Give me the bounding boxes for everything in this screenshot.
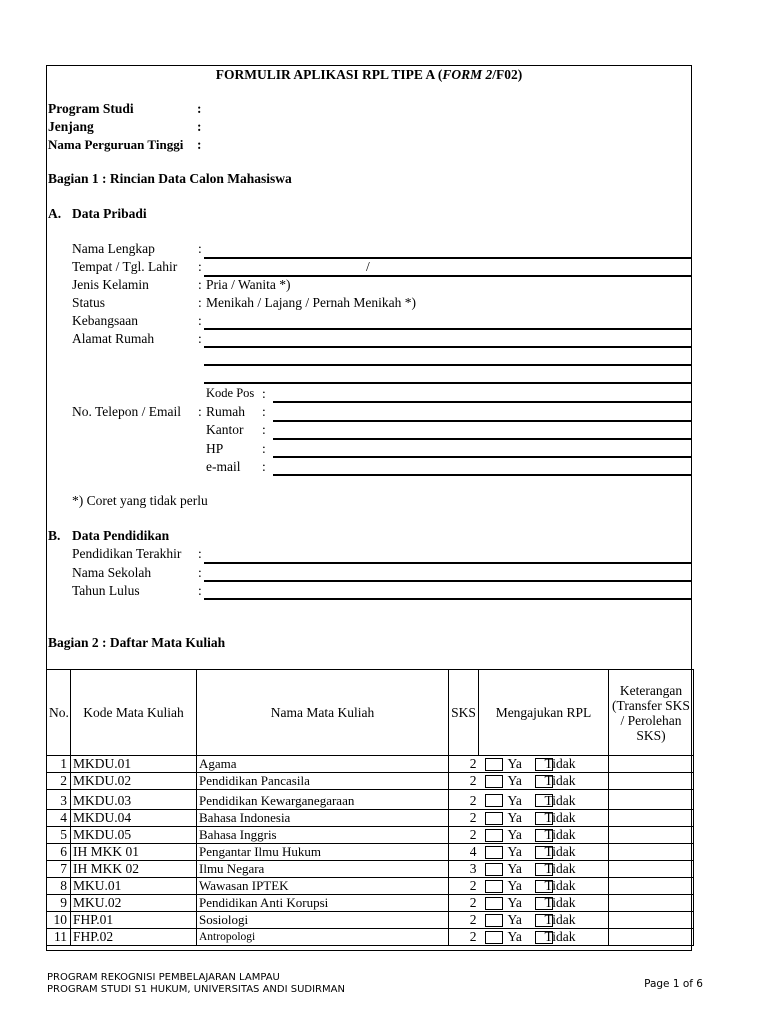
ya-label: Ya	[507, 773, 522, 788]
tahun-lulus-field[interactable]	[204, 598, 691, 600]
kebangsaan-field[interactable]	[204, 328, 691, 330]
header-no: No.	[47, 670, 71, 756]
row-kode: MKU.02	[71, 895, 197, 912]
row-keterangan[interactable]	[609, 878, 694, 895]
row-no: 7	[47, 861, 71, 878]
rumah-colon: :	[262, 404, 266, 419]
tidak-label: Tidak	[544, 827, 576, 842]
nama-lengkap-colon: :	[198, 241, 202, 256]
row-keterangan[interactable]	[609, 912, 694, 929]
form-title: FORMULIR APLIKASI RPL TIPE A (FORM 2/F02)	[215, 67, 523, 82]
row-kode: MKDU.03	[71, 790, 197, 810]
row-nama: Agama	[197, 756, 449, 773]
header-kode: Kode Mata Kuliah	[71, 670, 197, 756]
email-label: e-mail	[206, 459, 241, 474]
row-no: 2	[47, 773, 71, 790]
tidak-label: Tidak	[544, 773, 576, 788]
row-keterangan[interactable]	[609, 810, 694, 827]
ya-label: Ya	[507, 861, 522, 876]
pendidikan-terakhir-colon: :	[198, 546, 202, 561]
hp-colon: :	[262, 441, 266, 456]
row-no: 3	[47, 790, 71, 810]
tgl-separator: /	[366, 259, 370, 274]
pendidikan-terakhir-field[interactable]	[204, 562, 691, 564]
row-kode: FHP.02	[71, 929, 197, 946]
tempat-tgl-lahir-colon: :	[198, 259, 202, 274]
row-sks: 2	[449, 790, 479, 810]
hp-field[interactable]	[273, 456, 691, 458]
telepon-email-colon: :	[198, 404, 202, 419]
kode-pos-label: Kode Pos	[206, 386, 255, 400]
tidak-label: Tidak	[544, 810, 576, 825]
row-no: 9	[47, 895, 71, 912]
row-sks: 2	[449, 810, 479, 827]
row-rpl	[479, 790, 609, 810]
table-row	[47, 790, 694, 810]
kebangsaan-label: Kebangsaan	[72, 313, 138, 328]
ya-checkbox[interactable]	[485, 775, 503, 788]
row-no: 11	[47, 929, 71, 946]
table-row	[47, 827, 694, 844]
coret-note: *) Coret yang tidak perlu	[72, 493, 208, 508]
ya-label: Ya	[507, 827, 522, 842]
section-a-title: Data Pribadi	[72, 206, 147, 221]
tidak-label: Tidak	[544, 912, 576, 927]
tidak-label: Tidak	[544, 793, 576, 808]
nama-lengkap-label: Nama Lengkap	[72, 241, 155, 256]
tidak-label: Tidak	[544, 895, 576, 910]
tidak-label: Tidak	[544, 861, 576, 876]
row-kode: MKU.01	[71, 878, 197, 895]
row-keterangan[interactable]	[609, 827, 694, 844]
ya-checkbox[interactable]	[485, 897, 503, 910]
ya-label: Ya	[507, 878, 522, 893]
row-no: 10	[47, 912, 71, 929]
kebangsaan-colon: :	[198, 313, 202, 328]
kantor-colon: :	[262, 422, 266, 437]
row-rpl	[479, 878, 609, 895]
row-kode: IH MKK 02	[71, 861, 197, 878]
row-keterangan[interactable]	[609, 861, 694, 878]
jenis-kelamin-value[interactable]: Pria / Wanita *)	[206, 277, 291, 292]
row-sks: 2	[449, 773, 479, 790]
row-sks: 2	[449, 878, 479, 895]
telepon-email-label: No. Telepon / Email	[72, 404, 182, 419]
ya-checkbox[interactable]	[485, 812, 503, 825]
pendidikan-terakhir-label: Pendidikan Terakhir	[72, 546, 182, 561]
section1-title: Bagian 1 : Rincian Data Calon Mahasiswa	[48, 171, 292, 186]
row-rpl	[479, 861, 609, 878]
ya-label: Ya	[507, 929, 522, 944]
tidak-label: Tidak	[544, 929, 576, 944]
row-no: 6	[47, 844, 71, 861]
ya-label: Ya	[507, 756, 522, 771]
row-keterangan[interactable]	[609, 790, 694, 810]
email-field[interactable]	[273, 474, 691, 476]
tidak-label: Tidak	[544, 878, 576, 893]
ya-checkbox[interactable]	[485, 880, 503, 893]
row-kode: MKDU.05	[71, 827, 197, 844]
tidak-label: Tidak	[544, 844, 576, 859]
row-no: 8	[47, 878, 71, 895]
rumah-label: Rumah	[206, 404, 245, 419]
table-row	[47, 929, 694, 946]
row-keterangan[interactable]	[609, 844, 694, 861]
jenjang-colon: :	[197, 119, 202, 134]
tahun-lulus-colon: :	[198, 583, 202, 598]
row-rpl	[479, 773, 609, 790]
ya-checkbox[interactable]	[485, 829, 503, 842]
rumah-field[interactable]	[273, 420, 691, 422]
ya-label: Ya	[507, 793, 522, 808]
row-kode: MKDU.04	[71, 810, 197, 827]
ya-checkbox[interactable]	[485, 794, 503, 807]
ya-checkbox[interactable]	[485, 931, 503, 944]
row-rpl	[479, 912, 609, 929]
jenjang-label: Jenjang	[48, 119, 94, 134]
program-studi-label: Program Studi	[48, 101, 134, 116]
row-rpl	[479, 895, 609, 912]
program-studi-colon: :	[197, 101, 202, 116]
row-nama: Wawasan IPTEK	[197, 878, 449, 895]
ya-checkbox[interactable]	[485, 758, 503, 771]
email-colon: :	[262, 459, 266, 474]
row-rpl	[479, 756, 609, 773]
table-row	[47, 878, 694, 895]
row-sks: 3	[449, 861, 479, 878]
tahun-lulus-label: Tahun Lulus	[72, 583, 140, 598]
header-sks: SKS	[449, 670, 479, 756]
row-sks: 2	[449, 929, 479, 946]
table-row	[47, 895, 694, 912]
section-a-marker: A.	[48, 206, 62, 221]
row-keterangan[interactable]	[609, 895, 694, 912]
row-nama: Pendidikan Anti Korupsi	[197, 895, 449, 912]
kode-pos-colon: :	[262, 386, 266, 401]
perguruan-tinggi-label: Nama Perguruan Tinggi	[48, 137, 184, 152]
nama-sekolah-label: Nama Sekolah	[72, 565, 152, 580]
alamat-rumah-label: Alamat Rumah	[72, 331, 155, 346]
header-rpl: Mengajukan RPL	[479, 670, 609, 756]
row-kode: IH MKK 01	[71, 844, 197, 861]
row-rpl	[479, 929, 609, 946]
table-row	[47, 810, 694, 827]
tempat-tgl-lahir-label: Tempat / Tgl. Lahir	[72, 259, 178, 274]
nama-sekolah-field[interactable]	[204, 580, 691, 582]
ya-checkbox[interactable]	[485, 846, 503, 859]
nama-lengkap-field[interactable]	[204, 257, 691, 259]
tidak-label: Tidak	[544, 756, 576, 771]
row-rpl	[479, 844, 609, 861]
row-nama: Bahasa Indonesia	[197, 810, 449, 827]
status-colon: :	[198, 295, 202, 310]
row-nama: Antropologi	[197, 929, 449, 946]
footer-program	[47, 972, 345, 996]
hp-label: HP	[206, 441, 224, 456]
table-row	[47, 773, 694, 790]
row-nama: Pendidikan Pancasila	[197, 773, 449, 790]
row-no: 1	[47, 756, 71, 773]
row-sks: 2	[449, 827, 479, 844]
row-no: 4	[47, 810, 71, 827]
kantor-label: Kantor	[206, 422, 244, 437]
row-nama: Pendidikan Kewarganegaraan	[197, 790, 449, 810]
ya-label: Ya	[507, 810, 522, 825]
row-nama: Pengantar Ilmu Hukum	[197, 844, 449, 861]
row-kode: FHP.01	[71, 912, 197, 929]
footer-line-1: PROGRAM REKOGNISI PEMBELAJARAN LAMPAU	[47, 972, 280, 983]
alamat-line-3[interactable]	[204, 382, 691, 384]
row-sks: 2	[449, 912, 479, 929]
ya-label: Ya	[507, 895, 522, 910]
row-rpl	[479, 810, 609, 827]
header-keterangan: Keterangan (Transfer SKS / Perolehan SKS)	[609, 670, 694, 756]
ya-checkbox[interactable]	[485, 863, 503, 876]
jenis-kelamin-label: Jenis Kelamin	[72, 277, 149, 292]
ya-label: Ya	[507, 912, 522, 927]
status-label: Status	[72, 295, 106, 310]
row-sks: 2	[449, 756, 479, 773]
row-nama: Sosiologi	[197, 912, 449, 929]
table-row	[47, 861, 694, 878]
kode-pos-field[interactable]	[273, 401, 691, 403]
row-nama: Bahasa Inggris	[197, 827, 449, 844]
header-nama: Nama Mata Kuliah	[197, 670, 449, 756]
page-number: Page 1 of 6	[644, 978, 703, 990]
row-keterangan[interactable]	[609, 929, 694, 946]
row-nama: Ilmu Negara	[197, 861, 449, 878]
alamat-line-1[interactable]	[204, 346, 691, 348]
footer-line-2: PROGRAM STUDI S1 HUKUM, UNIVERSITAS ANDI SUDIRMAN	[47, 984, 345, 995]
jenis-kelamin-colon: :	[198, 277, 202, 292]
ya-label: Ya	[507, 844, 522, 859]
row-rpl	[479, 827, 609, 844]
row-sks: 2	[449, 895, 479, 912]
row-kode: MKDU.01	[71, 756, 197, 773]
table-row	[47, 756, 694, 773]
section2-title: Bagian 2 : Daftar Mata Kuliah	[48, 635, 226, 650]
row-keterangan[interactable]	[609, 756, 694, 773]
perguruan-tinggi-colon: :	[197, 137, 202, 152]
alamat-rumah-colon: :	[198, 331, 202, 346]
section-b-title: Data Pendidikan	[72, 528, 170, 543]
status-value[interactable]: Menikah / Lajang / Pernah Menikah *)	[206, 295, 416, 310]
table-row	[47, 912, 694, 929]
section-b-marker: B.	[48, 528, 61, 543]
row-kode: MKDU.02	[71, 773, 197, 790]
alamat-line-2[interactable]	[204, 364, 691, 366]
kantor-field[interactable]	[273, 438, 691, 440]
row-keterangan[interactable]	[609, 773, 694, 790]
mata-kuliah-table	[46, 669, 694, 946]
nama-sekolah-colon: :	[198, 565, 202, 580]
ya-checkbox[interactable]	[485, 914, 503, 927]
table-row	[47, 844, 694, 861]
row-no: 5	[47, 827, 71, 844]
row-sks: 4	[449, 844, 479, 861]
